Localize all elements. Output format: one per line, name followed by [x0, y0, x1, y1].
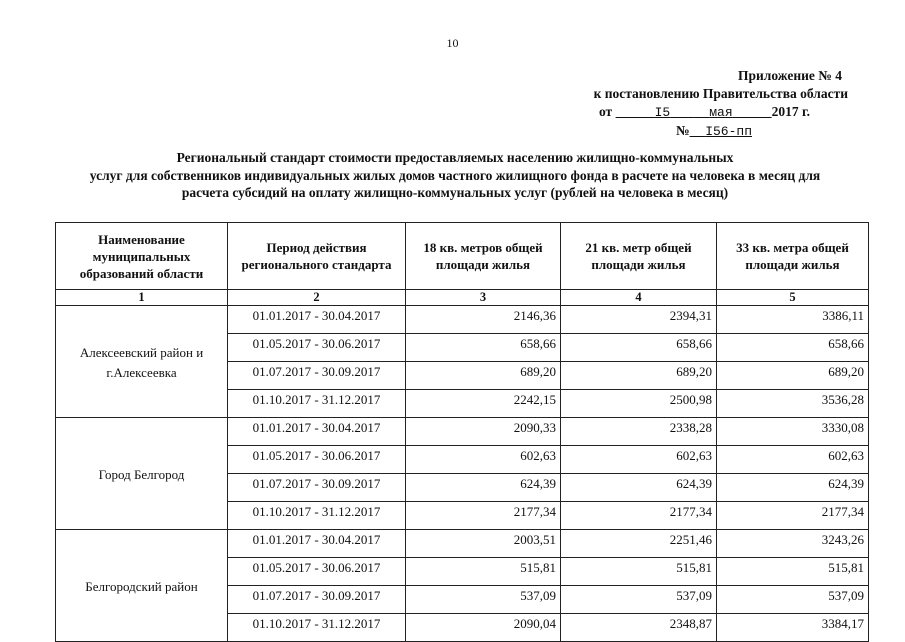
period-cell: 01.10.2017 - 31.12.2017: [228, 614, 406, 642]
period-cell: 01.10.2017 - 31.12.2017: [228, 390, 406, 418]
value-18-cell: 515,81: [406, 558, 561, 586]
period-cell: 01.01.2017 - 30.04.2017: [228, 530, 406, 558]
value-21-cell: 537,09: [561, 586, 717, 614]
appendix-number: [488, 122, 848, 141]
period-cell: 01.05.2017 - 30.06.2017: [228, 334, 406, 362]
header-33-sqm: 33 кв. метра общей площади жилья: [717, 223, 869, 290]
value-33-cell: 3243,26: [717, 530, 869, 558]
table-row: [56, 306, 869, 334]
title-line-1: Региональный стандарт стоимости предоставляемых населению жилищно-коммунальных: [176, 150, 734, 165]
period-cell: 01.01.2017 - 30.04.2017: [228, 418, 406, 446]
region-cell: Белгородский район: [56, 530, 228, 642]
period-cell: 01.10.2017 - 31.12.2017: [228, 502, 406, 530]
period-cell: 01.05.2017 - 30.06.2017: [228, 558, 406, 586]
value-18-cell: 2003,51: [406, 530, 561, 558]
value-18-cell: 2177,34: [406, 502, 561, 530]
appendix-title: Приложение № 4: [738, 68, 842, 83]
value-21-cell: 2251,46: [561, 530, 717, 558]
date-day: I5: [654, 105, 671, 120]
value-21-cell: 515,81: [561, 558, 717, 586]
value-21-cell: 2500,98: [561, 390, 717, 418]
header-18-sqm: 18 кв. метров общей площади жилья: [406, 223, 561, 290]
column-number: 1: [56, 290, 228, 306]
value-18-cell: 658,66: [406, 334, 561, 362]
period-cell: 01.07.2017 - 30.09.2017: [228, 474, 406, 502]
document-title: [55, 149, 855, 202]
period-cell: 01.05.2017 - 30.06.2017: [228, 446, 406, 474]
value-21-cell: 2348,87: [561, 614, 717, 642]
appendix-block: [488, 67, 848, 141]
value-18-cell: 602,63: [406, 446, 561, 474]
value-18-cell: 2090,04: [406, 614, 561, 642]
table-row: [56, 418, 869, 446]
value-33-cell: 658,66: [717, 334, 869, 362]
header-21-sqm: 21 кв. метр общей площади жилья: [561, 223, 717, 290]
date-month: мая: [709, 105, 733, 120]
column-number: 5: [717, 290, 869, 306]
value-21-cell: 602,63: [561, 446, 717, 474]
value-33-cell: 602,63: [717, 446, 869, 474]
title-line-2: услуг для собственников индивидуальных жилых домов частного жилищного фонда в расчете на человека в месяц для: [89, 167, 821, 183]
value-33-cell: 624,39: [717, 474, 869, 502]
value-33-cell: 537,09: [717, 586, 869, 614]
value-33-cell: 3330,08: [717, 418, 869, 446]
column-number: 4: [561, 290, 717, 306]
value-21-cell: 2177,34: [561, 502, 717, 530]
value-18-cell: 537,09: [406, 586, 561, 614]
value-33-cell: 2177,34: [717, 502, 869, 530]
value-21-cell: 624,39: [561, 474, 717, 502]
column-number: 2: [228, 290, 406, 306]
value-33-cell: 515,81: [717, 558, 869, 586]
value-33-cell: 3384,17: [717, 614, 869, 642]
appendix-decree: к постановлению Правительства области: [593, 86, 848, 101]
value-18-cell: 689,20: [406, 362, 561, 390]
period-cell: 01.01.2017 - 30.04.2017: [228, 306, 406, 334]
column-number-row: [56, 290, 869, 306]
period-cell: 01.07.2017 - 30.09.2017: [228, 362, 406, 390]
appendix-date: [488, 103, 848, 122]
number-prefix: №: [676, 123, 690, 138]
header-period: Период действия регионального стандарта: [228, 223, 406, 290]
region-cell: Алексеевский район и г.Алексеевка: [56, 306, 228, 418]
period-cell: 01.07.2017 - 30.09.2017: [228, 586, 406, 614]
decree-number: I56-пп: [705, 124, 752, 139]
column-number: 3: [406, 290, 561, 306]
value-33-cell: 689,20: [717, 362, 869, 390]
table-row: [56, 530, 869, 558]
value-18-cell: 2242,15: [406, 390, 561, 418]
page-number: 10: [446, 36, 459, 50]
value-21-cell: 2394,31: [561, 306, 717, 334]
value-18-cell: 2146,36: [406, 306, 561, 334]
value-21-cell: 658,66: [561, 334, 717, 362]
date-prefix: от: [598, 104, 613, 119]
standards-table: [55, 222, 869, 642]
value-33-cell: 3386,11: [717, 306, 869, 334]
title-line-3: расчета субсидий на оплату жилищно-коммунальных услуг (рублей на человека в месяц): [181, 185, 729, 200]
value-33-cell: 3536,28: [717, 390, 869, 418]
value-18-cell: 2090,33: [406, 418, 561, 446]
table-header-row: [56, 223, 869, 290]
date-year: 2017 г.: [771, 104, 810, 119]
region-cell: Город Белгород: [56, 418, 228, 530]
value-21-cell: 2338,28: [561, 418, 717, 446]
value-21-cell: 689,20: [561, 362, 717, 390]
value-18-cell: 624,39: [406, 474, 561, 502]
header-municipality: Наименование муниципальных образований области: [56, 223, 228, 290]
